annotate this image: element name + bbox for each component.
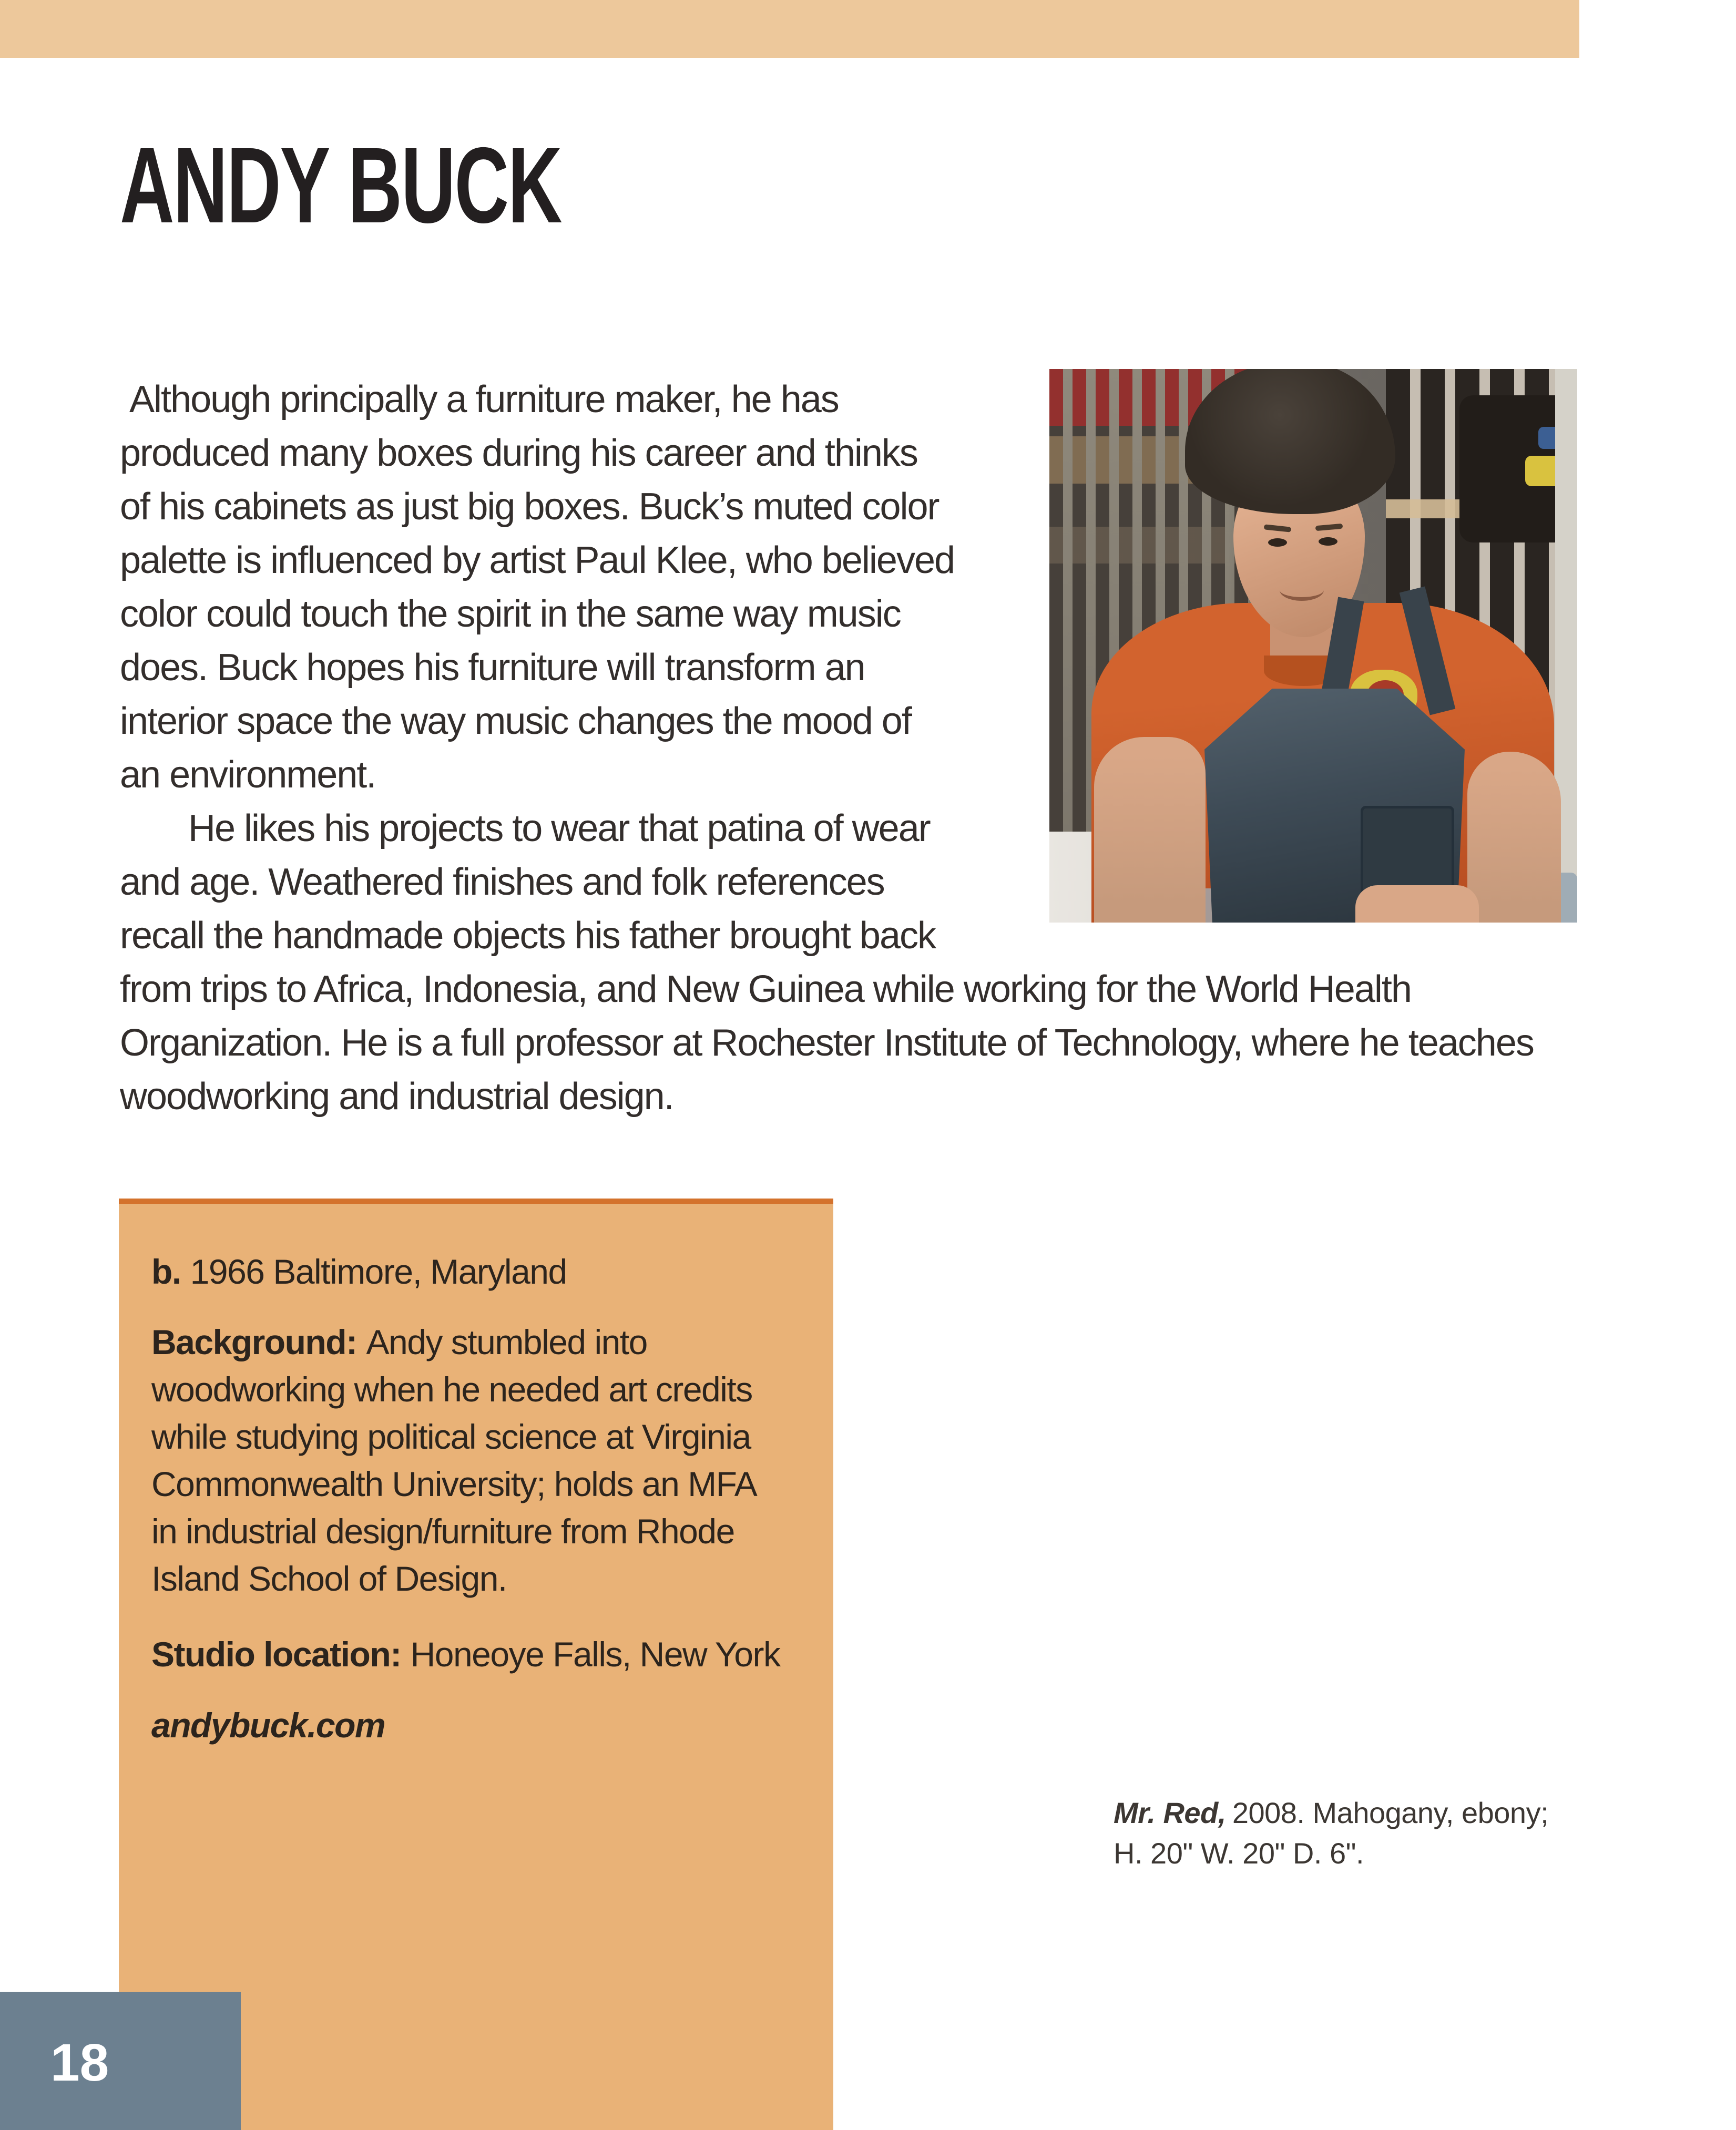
artist-smile (1280, 579, 1324, 601)
background-line: Commonwealth University; holds an MFA (151, 1465, 757, 1503)
bio-line: and age. Weathered finishes and folk references (120, 861, 884, 903)
studio-text: Honeoye Falls, New York (410, 1635, 780, 1674)
background-intro: Andy stumbled into (366, 1323, 647, 1361)
background-line: woodworking when he needed art credits (151, 1370, 752, 1409)
background-line: in industrial design/furniture from Rhode (151, 1512, 734, 1551)
studio-label: Studio location: (151, 1635, 401, 1674)
bio-line: from trips to Africa, Indonesia, and New Guinea while working for the World Health (120, 968, 1411, 1010)
page-number-box (0, 1992, 241, 2130)
bio-line: produced many boxes during his career and thinks (120, 432, 917, 474)
artist-hands (1355, 885, 1479, 923)
birth-label: b. (151, 1252, 181, 1291)
info-box (119, 1199, 833, 2130)
artwork-caption (1114, 1793, 1548, 1873)
artwork-title: Mr. Red, (1114, 1796, 1226, 1829)
caption-line: H. 20" W. 20" D. 6". (1114, 1837, 1364, 1870)
top-accent-bar (0, 0, 1579, 58)
bio-line: of his cabinets as just big boxes. Buck’s muted color (120, 486, 939, 528)
bio-line: He likes his projects to wear that patina of wear (188, 807, 930, 849)
bio-line: recall the handmade objects his father brought back (120, 915, 936, 957)
background-line: Island School of Design. (151, 1559, 507, 1598)
artist-hair (1185, 369, 1395, 514)
bio-line: color could touch the spirit in the same way music (120, 593, 901, 635)
artist-arm-right (1467, 752, 1561, 923)
caption-line (1114, 1793, 1548, 1833)
bio-line: woodworking and industrial design. (120, 1076, 673, 1118)
artwork-details: 2008. Mahogany, ebony; (1232, 1796, 1549, 1829)
birth-text: 1966 Baltimore, Maryland (190, 1252, 567, 1291)
background-line: while studying political science at Virginia (151, 1417, 751, 1456)
artist-photo (1049, 369, 1577, 923)
artist-eye (1268, 538, 1287, 547)
artist-arm-left (1094, 737, 1206, 923)
artist-eye (1319, 537, 1337, 546)
bio-line: Organization. He is a full professor at Rochester Institute of Technology, where he teaches (120, 1022, 1534, 1064)
studio-location (151, 1631, 812, 1678)
page-number: 18 (50, 2033, 109, 2092)
bio-line: an environment. (120, 754, 376, 796)
background-info (151, 1318, 812, 1602)
background-label: Background: (151, 1323, 357, 1361)
birth-info (151, 1248, 812, 1295)
bio-line: does. Buck hopes his furniture will transform an (120, 647, 865, 689)
bio-line: palette is influenced by artist Paul Klee, who believed (120, 539, 955, 581)
artist-website: andybuck.com (151, 1706, 385, 1745)
page-title: ANDY BUCK (120, 125, 561, 245)
bio-line: interior space the way music changes the mood of (120, 700, 911, 742)
bio-line: Although principally a furniture maker, he has (129, 378, 839, 421)
